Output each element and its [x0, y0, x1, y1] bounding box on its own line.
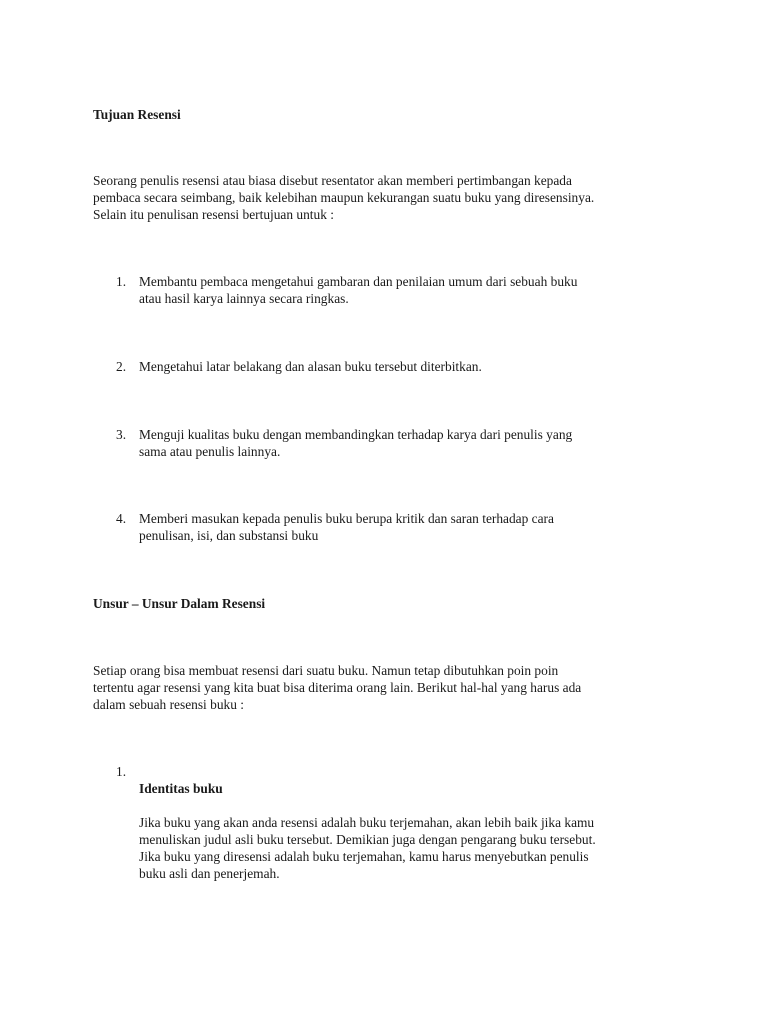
list-item-text — [139, 426, 679, 460]
list-item-text — [139, 273, 679, 307]
list-line: penulisan, isi, dan substansi buku — [139, 528, 319, 543]
paragraph-line: tertentu agar resensi yang kita buat bisa diterima orang lain. Berikut hal-hal yang harus ada — [93, 680, 582, 695]
list-line: menuliskan judul asli buku tersebut. Demikian juga dengan pengarang buku tersebut. — [139, 832, 596, 847]
paragraph-line: Selain itu penulisan resensi bertujuan untuk : — [93, 207, 334, 222]
list-line: Membantu pembaca mengetahui gambaran dan penilaian umum dari sebuah buku — [139, 274, 578, 289]
list-number: 1. — [116, 764, 127, 779]
paragraph-line: dalam sebuah resensi buku : — [93, 697, 244, 712]
list-number: 1. — [116, 274, 127, 289]
list-line: Menguji kualitas buku dengan membandingkan terhadap karya dari penulis yang — [139, 427, 573, 442]
list-line: buku asli dan penerjemah. — [139, 866, 280, 881]
subsection-title-identitas-buku: Identitas buku — [139, 781, 223, 796]
paragraph-line: pembaca secara seimbang, baik kelebihan maupun kekurangan suatu buku yang diresensinya. — [93, 190, 595, 205]
list-number: 3. — [116, 427, 127, 442]
intro-paragraph-tujuan — [93, 172, 693, 223]
paragraph-line: Seorang penulis resensi atau biasa disebut resentator akan memberi pertimbangan kepada — [93, 173, 572, 188]
list-line: Jika buku yang akan anda resensi adalah buku terjemahan, akan lebih baik jika kamu — [139, 815, 595, 830]
list-line: Memberi masukan kepada penulis buku berupa kritik dan saran terhadap cara — [139, 511, 554, 526]
list-line: atau hasil karya lainnya secara ringkas. — [139, 291, 349, 306]
intro-paragraph-unsur — [93, 662, 693, 713]
list-number: 4. — [116, 511, 127, 526]
list-line: Mengetahui latar belakang dan alasan buku tersebut diterbitkan. — [139, 359, 482, 374]
paragraph-line: Setiap orang bisa membuat resensi dari suatu buku. Namun tetap dibutuhkan poin poin — [93, 663, 559, 678]
list-item-text — [139, 510, 679, 544]
list-line: sama atau penulis lainnya. — [139, 444, 281, 459]
list-item-paragraph — [139, 814, 679, 882]
section-title-tujuan-resensi: Tujuan Resensi — [93, 107, 181, 122]
list-number: 2. — [116, 359, 127, 374]
list-line: Jika buku yang diresensi adalah buku terjemahan, kamu harus menyebutkan penulis — [139, 849, 589, 864]
list-item-text — [139, 358, 679, 375]
section-title-unsur-resensi: Unsur – Unsur Dalam Resensi — [93, 596, 266, 611]
list-item-body — [139, 780, 679, 882]
